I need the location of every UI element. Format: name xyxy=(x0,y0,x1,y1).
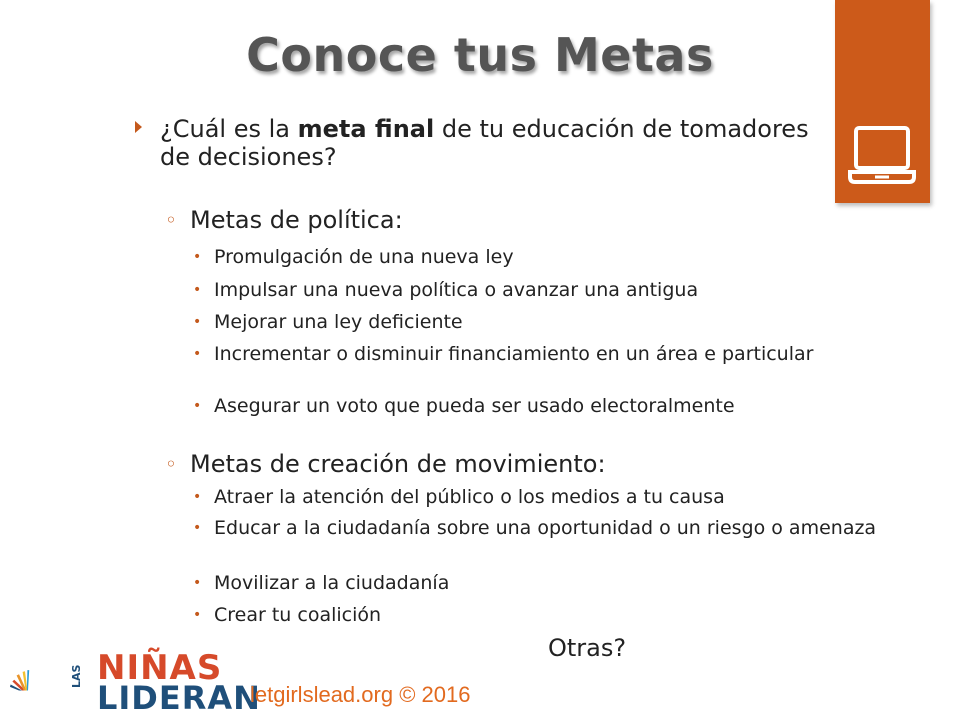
triangle-bullet-icon xyxy=(135,121,142,133)
footer-credit: letgirlslead.org © 2016 xyxy=(250,682,471,707)
question-text: ¿Cuál es la meta final de tu educación de tomadores de decisiones? xyxy=(160,115,809,171)
logo-lideran-text: LIDERAN xyxy=(97,679,261,717)
list-item: • Crear tu coalición xyxy=(193,604,382,626)
list-item: • Educar a la ciudadanía sobre una oportunidad o un riesgo o amenaza xyxy=(193,517,877,539)
section-heading-movimiento: ◦ Metas de creación de movimiento: xyxy=(165,450,606,478)
dot-bullet-icon: • xyxy=(193,398,202,414)
list-item: • Impulsar una nueva política o avanzar una antigua xyxy=(193,279,699,301)
dot-bullet-icon: • xyxy=(193,314,202,330)
logo-las-text: LAS xyxy=(70,664,83,688)
circle-bullet-icon: ◦ xyxy=(165,208,177,232)
otras-text: Otras? xyxy=(548,634,627,662)
dot-bullet-icon: • xyxy=(193,520,202,536)
list-item: • Promulgación de una nueva ley xyxy=(193,246,514,268)
logo-ninas-text: NIÑAS xyxy=(97,648,223,688)
dot-bullet-icon: • xyxy=(193,489,202,505)
list-item: • Mejorar una ley deficiente xyxy=(193,311,463,333)
meta-final-emphasis: meta final xyxy=(297,115,435,143)
section-heading-text: Metas de creación de movimiento xyxy=(190,450,598,478)
circle-bullet-icon: ◦ xyxy=(165,452,177,476)
list-item: • Asegurar un voto que pueda ser usado electoralmente xyxy=(193,395,735,417)
list-item: • Incrementar o disminuir financiamiento en un área e particular xyxy=(193,343,814,365)
question-item xyxy=(135,115,825,171)
list-item: • Movilizar a la ciudadanía xyxy=(193,572,450,594)
slide-title: Conoce tus Metas xyxy=(246,28,714,82)
list-item: • Atraer la atención del público o los medios a tu causa xyxy=(193,486,725,508)
logo-rays-icon xyxy=(10,645,70,715)
dot-bullet-icon: • xyxy=(193,575,202,591)
dot-bullet-icon: • xyxy=(193,249,202,265)
dot-bullet-icon: • xyxy=(193,346,202,362)
section-heading-politica: ◦ Metas de política: xyxy=(165,206,403,234)
section-heading-text: Metas de política xyxy=(190,206,395,234)
dot-bullet-icon: • xyxy=(193,282,202,298)
dot-bullet-icon: • xyxy=(193,607,202,623)
